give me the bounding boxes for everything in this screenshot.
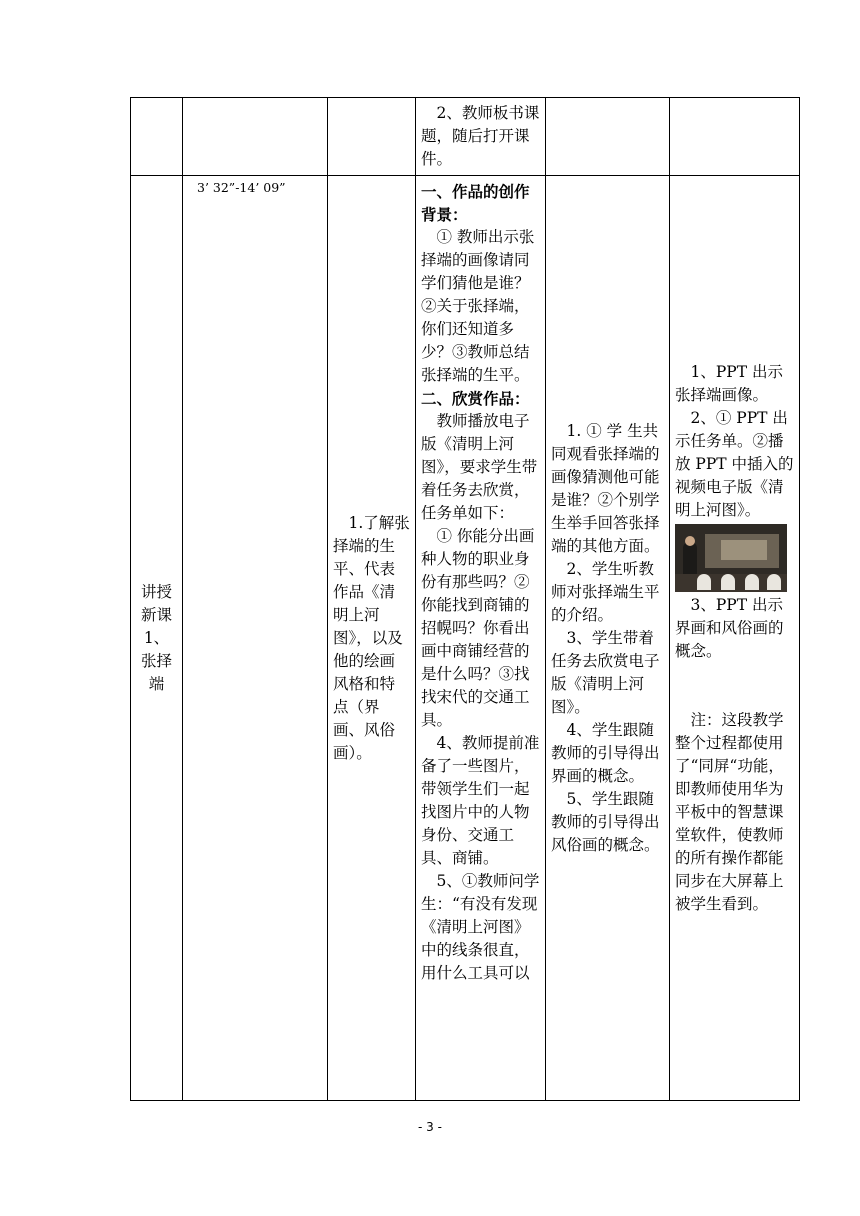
section-label-line: 张择	[140, 651, 172, 670]
media-paragraph: 2、① PPT 出示任务单。②播放 PPT 中插入的视频电子版《清明上河图》。	[675, 408, 794, 519]
teacher-paragraph: ① 你能分出画种人物的职业身份有那些吗？②你能找到商铺的招幌吗？你看出画中商铺经营的是什么吗？③找找宋代的交通工具。	[421, 527, 535, 729]
teacher-paragraph: 教师播放电子版《清明上河图》，要求学生带着任务去欣赏，任务单如下：	[421, 412, 538, 522]
classroom-photo	[675, 524, 787, 592]
time-cell	[183, 176, 328, 1101]
media-cell	[670, 176, 800, 1101]
time-cell-empty	[183, 98, 328, 176]
page-number: - 3 -	[418, 1120, 442, 1134]
media-paragraph: 1、PPT 出示张择端画像。	[675, 362, 783, 404]
goal-cell	[328, 176, 416, 1101]
student-activity-cell	[546, 176, 670, 1101]
learning-goal-text: 1.了解张择端的生平、代表作品《清明上河图》，以及他的绘画风格和特点（界画、风俗画）。	[333, 513, 410, 762]
media-note: 注：这段教学整个过程都使用了“同屏“功能，即教师使用华为平板中的智慧课堂软件，使教师的所有操作都能同步在大屏幕上被学生看到。	[675, 710, 784, 913]
teacher-activity-cell	[416, 98, 546, 176]
section-cell	[131, 176, 183, 1101]
student-activity-cell-empty	[546, 98, 670, 176]
media-paragraph: 3、PPT 出示界画和风俗画的概念。	[675, 595, 784, 660]
teacher-heading-background: 一、作品的创作背景：	[421, 182, 530, 224]
teacher-paragraph: 5、①教师问学生：“有没有发现《清明上河图》中的线条很直，用什么工具可以	[421, 872, 540, 982]
section-label-line: 新课	[140, 605, 172, 624]
teacher-paragraph: ① 教师出示张择端的画像请同学们猜他是谁？②关于张择端，你们还知道多少？③教师总结张择端的生平。	[421, 228, 535, 384]
section-label-line: 讲授	[140, 582, 172, 601]
time-range: 3’ 32”-14’ 09”	[197, 180, 286, 195]
section-label-line: 1、	[143, 628, 170, 647]
teacher-paragraph: 4、教师提前准备了一些图片，带领学生们一起找图片中的人物身份、交通工具、商铺。	[421, 734, 540, 867]
goal-cell-empty	[328, 98, 416, 176]
teacher-activity-cell	[416, 176, 546, 1101]
section-cell-empty	[131, 98, 183, 176]
table-row	[131, 176, 800, 1101]
student-paragraph: 5、学生跟随教师的引导得出风俗画的概念。	[551, 789, 660, 854]
student-paragraph: 1. ① 学 生共同观看张择端的画像猜测他可能是谁？②个别学生举手回答张择端的其他方面。	[551, 421, 660, 555]
section-label-line: 端	[148, 674, 165, 693]
student-paragraph: 2、学生听教师对张择端生平的介绍。	[551, 559, 660, 624]
teacher-activity-text: 2、教师板书课题，随后打开课件。	[421, 104, 540, 168]
student-paragraph: 4、学生跟随教师的引导得出界画的概念。	[551, 720, 660, 785]
lesson-plan-table	[130, 97, 800, 1101]
student-paragraph: 3、学生带着任务去欣赏电子版《清明上河图》。	[551, 628, 660, 716]
table-row	[131, 98, 800, 176]
media-cell-empty	[670, 98, 800, 176]
teacher-heading-appreciation: 二、欣赏作品：	[421, 389, 530, 408]
